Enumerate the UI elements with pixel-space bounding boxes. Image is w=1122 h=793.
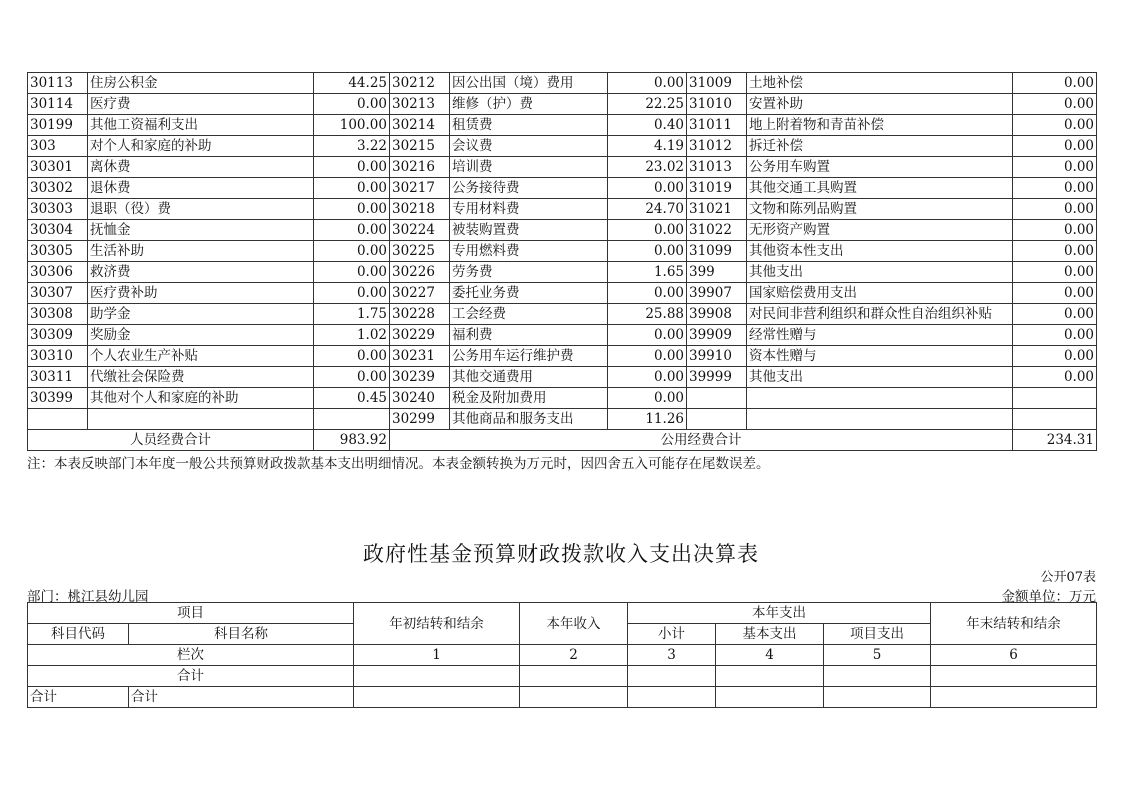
cell-code-b: 30231 [390, 346, 450, 367]
cell-code-b: 30239 [390, 367, 450, 388]
cell-name-a: 住房公积金 [88, 73, 314, 94]
cell-code-a: 30199 [28, 115, 88, 136]
cell-amount-a: 0.00 [314, 157, 390, 178]
cell-amount-a: 0.00 [314, 241, 390, 262]
total-cell [716, 666, 824, 687]
cell-name-c: 对民间非营利组织和群众性自治组织补贴 [747, 304, 1013, 325]
cell-name-b: 劳务费 [450, 262, 608, 283]
cell-amount-a: 1.02 [314, 325, 390, 346]
cell-code-c [687, 388, 747, 409]
cell-code-c: 31099 [687, 241, 747, 262]
cell-amount-a [314, 409, 390, 430]
cell-code-a: 30301 [28, 157, 88, 178]
cell-amount-a: 100.00 [314, 115, 390, 136]
table-row [28, 388, 1097, 409]
cell-code-a: 30305 [28, 241, 88, 262]
cell-code-b: 30299 [390, 409, 450, 430]
cell-amount-b: 0.00 [608, 325, 687, 346]
cell-name-a: 医疗费 [88, 94, 314, 115]
public-total-value: 234.31 [1013, 430, 1097, 451]
header-basic: 基本支出 [716, 624, 824, 645]
cell-amount-a: 0.00 [314, 199, 390, 220]
header-end-balance: 年末结转和结余 [931, 603, 1097, 645]
cell-amount-a: 3.22 [314, 136, 390, 157]
cell-amount-c: 0.00 [1013, 346, 1097, 367]
cell-code-c: 31010 [687, 94, 747, 115]
header-subtotal: 小计 [628, 624, 716, 645]
table-body [28, 73, 1097, 430]
cell-name-b: 其他交通费用 [450, 367, 608, 388]
cell-code-a: 30302 [28, 178, 88, 199]
cell-name-a: 助学金 [88, 304, 314, 325]
table-row [28, 157, 1097, 178]
total-cell [520, 666, 628, 687]
cell-amount-c: 0.00 [1013, 94, 1097, 115]
cell-amount-b: 24.70 [608, 199, 687, 220]
cell-code-a: 30307 [28, 283, 88, 304]
cell-name-a: 退职（役）费 [88, 199, 314, 220]
cell-code-c: 31021 [687, 199, 747, 220]
cell-code-b: 30217 [390, 178, 450, 199]
cell-code-a [28, 409, 88, 430]
total-code: 合计 [28, 687, 129, 708]
cell-code-a: 30114 [28, 94, 88, 115]
cell-amount-b: 1.65 [608, 262, 687, 283]
cell-code-a: 30311 [28, 367, 88, 388]
table-row [28, 367, 1097, 388]
column-2: 2 [520, 645, 628, 666]
total-cell [716, 687, 824, 708]
cell-code-c: 39999 [687, 367, 747, 388]
cell-amount-b: 25.88 [608, 304, 687, 325]
table-row [28, 262, 1097, 283]
cell-amount-c: 0.00 [1013, 241, 1097, 262]
cell-name-b: 会议费 [450, 136, 608, 157]
cell-amount-c [1013, 409, 1097, 430]
total-row [28, 666, 1097, 687]
cell-code-a: 30308 [28, 304, 88, 325]
cell-name-b: 公务接待费 [450, 178, 608, 199]
basic-expense-detail-table [27, 72, 1097, 451]
cell-code-c: 31022 [687, 220, 747, 241]
total-cell [354, 666, 520, 687]
cell-code-a: 30303 [28, 199, 88, 220]
cell-code-b: 30213 [390, 94, 450, 115]
cell-code-b: 30218 [390, 199, 450, 220]
table-row [28, 199, 1097, 220]
header-begin-balance: 年初结转和结余 [354, 603, 520, 645]
cell-amount-b: 0.40 [608, 115, 687, 136]
cell-amount-b: 0.00 [608, 283, 687, 304]
cell-amount-b: 22.25 [608, 94, 687, 115]
header-row-1 [28, 603, 1097, 624]
cell-code-a: 303 [28, 136, 88, 157]
cell-amount-a: 0.00 [314, 94, 390, 115]
cell-amount-a: 1.75 [314, 304, 390, 325]
cell-amount-b: 0.00 [608, 367, 687, 388]
header-project: 项目支出 [824, 624, 931, 645]
cell-amount-c: 0.00 [1013, 220, 1097, 241]
cell-code-c: 399 [687, 262, 747, 283]
cell-name-a: 对个人和家庭的补助 [88, 136, 314, 157]
table-row [28, 346, 1097, 367]
cell-code-b: 30214 [390, 115, 450, 136]
table-row [28, 136, 1097, 157]
cell-amount-c: 0.00 [1013, 367, 1097, 388]
cell-name-c: 其他交通工具购置 [747, 178, 1013, 199]
cell-name-b: 维修（护）费 [450, 94, 608, 115]
cell-name-c [747, 409, 1013, 430]
cell-amount-c: 0.00 [1013, 178, 1097, 199]
cell-code-c: 39910 [687, 346, 747, 367]
table-row [28, 325, 1097, 346]
cell-code-a: 30310 [28, 346, 88, 367]
cell-code-b: 30228 [390, 304, 450, 325]
cell-amount-b: 0.00 [608, 220, 687, 241]
table-row [28, 220, 1097, 241]
cell-code-b: 30229 [390, 325, 450, 346]
total-cell [628, 666, 716, 687]
cell-name-c: 公务用车购置 [747, 157, 1013, 178]
cell-code-c: 31013 [687, 157, 747, 178]
total-label: 合计 [28, 666, 354, 687]
cell-name-c [747, 388, 1013, 409]
cell-amount-a: 44.25 [314, 73, 390, 94]
cell-amount-c: 0.00 [1013, 73, 1097, 94]
table-row [28, 115, 1097, 136]
column-3: 3 [628, 645, 716, 666]
cell-name-a: 抚恤金 [88, 220, 314, 241]
column-label: 栏次 [28, 645, 354, 666]
cell-name-b: 专用燃料费 [450, 241, 608, 262]
cell-amount-b: 0.00 [608, 241, 687, 262]
cell-amount-b: 11.26 [608, 409, 687, 430]
cell-name-a: 生活补助 [88, 241, 314, 262]
cell-amount-a: 0.00 [314, 220, 390, 241]
cell-name-b: 专用材料费 [450, 199, 608, 220]
table-row [28, 304, 1097, 325]
cell-amount-a: 0.00 [314, 346, 390, 367]
column-6: 6 [931, 645, 1097, 666]
cell-name-a: 个人农业生产补贴 [88, 346, 314, 367]
cell-name-c: 安置补助 [747, 94, 1013, 115]
cell-amount-b: 0.00 [608, 73, 687, 94]
cell-name-a: 奖励金 [88, 325, 314, 346]
department-label: 部门：桃江县幼儿园 [27, 589, 149, 605]
cell-name-c: 土地补偿 [747, 73, 1013, 94]
cell-code-b: 30227 [390, 283, 450, 304]
cell-name-a: 代缴社会保险费 [88, 367, 314, 388]
cell-code-c: 31011 [687, 115, 747, 136]
cell-code-a: 30304 [28, 220, 88, 241]
header-item: 项目 [28, 603, 354, 624]
total-name: 合计 [129, 687, 354, 708]
cell-name-a [88, 409, 314, 430]
cell-code-b: 30240 [390, 388, 450, 409]
total-cell [354, 687, 520, 708]
cell-code-b: 30224 [390, 220, 450, 241]
cell-amount-c: 0.00 [1013, 304, 1097, 325]
cell-amount-a: 0.00 [314, 367, 390, 388]
header-code: 科目代码 [28, 624, 129, 645]
cell-name-a: 其他对个人和家庭的补助 [88, 388, 314, 409]
cell-name-c: 其他资本性支出 [747, 241, 1013, 262]
table-row [28, 241, 1097, 262]
cell-amount-b: 23.02 [608, 157, 687, 178]
total-cell [824, 687, 931, 708]
fund-budget-table [27, 602, 1097, 708]
cell-code-a: 30306 [28, 262, 88, 283]
cell-name-c: 经常性赠与 [747, 325, 1013, 346]
cell-name-c: 拆迁补偿 [747, 136, 1013, 157]
cell-code-c: 31009 [687, 73, 747, 94]
cell-name-b: 福利费 [450, 325, 608, 346]
cell-amount-c: 0.00 [1013, 157, 1097, 178]
cell-amount-b: 0.00 [608, 346, 687, 367]
column-1: 1 [354, 645, 520, 666]
total-cell [931, 666, 1097, 687]
cell-code-c [687, 409, 747, 430]
cell-name-a: 医疗费补助 [88, 283, 314, 304]
column-4: 4 [716, 645, 824, 666]
cell-name-c: 地上附着物和青苗补偿 [747, 115, 1013, 136]
cell-name-b: 委托业务费 [450, 283, 608, 304]
cell-name-b: 其他商品和服务支出 [450, 409, 608, 430]
cell-code-b: 30212 [390, 73, 450, 94]
cell-amount-c: 0.00 [1013, 136, 1097, 157]
personnel-total-label: 人员经费合计 [28, 430, 314, 451]
column-number-row [28, 645, 1097, 666]
cell-amount-a: 0.00 [314, 178, 390, 199]
cell-amount-c: 0.00 [1013, 262, 1097, 283]
cell-amount-c: 0.00 [1013, 325, 1097, 346]
cell-name-c: 文物和陈列品购置 [747, 199, 1013, 220]
header-name: 科目名称 [129, 624, 354, 645]
cell-amount-b: 4.19 [608, 136, 687, 157]
cell-name-a: 离休费 [88, 157, 314, 178]
cell-name-c: 其他支出 [747, 262, 1013, 283]
cell-code-a: 30399 [28, 388, 88, 409]
total-cell [520, 687, 628, 708]
total-cell [931, 687, 1097, 708]
cell-amount-b: 0.00 [608, 388, 687, 409]
public-total-label: 公用经费合计 [390, 430, 1013, 451]
page-title: 政府性基金预算财政拨款收入支出决算表 [363, 542, 759, 566]
table-row [28, 409, 1097, 430]
table-row [28, 178, 1097, 199]
cell-code-c: 39909 [687, 325, 747, 346]
cell-amount-a: 0.45 [314, 388, 390, 409]
cell-name-a: 其他工资福利支出 [88, 115, 314, 136]
cell-name-a: 退休费 [88, 178, 314, 199]
cell-amount-a: 0.00 [314, 283, 390, 304]
cell-amount-c: 0.00 [1013, 115, 1097, 136]
header-income: 本年收入 [520, 603, 628, 645]
cell-name-b: 培训费 [450, 157, 608, 178]
table-row [28, 283, 1097, 304]
cell-name-b: 租赁费 [450, 115, 608, 136]
cell-code-a: 30113 [28, 73, 88, 94]
cell-name-b: 税金及附加费用 [450, 388, 608, 409]
cell-name-c: 无形资产购置 [747, 220, 1013, 241]
cell-name-c: 资本性赠与 [747, 346, 1013, 367]
cell-amount-c: 0.00 [1013, 283, 1097, 304]
table-row [28, 94, 1097, 115]
cell-amount-b: 0.00 [608, 178, 687, 199]
column-5: 5 [824, 645, 931, 666]
cell-name-b: 工会经费 [450, 304, 608, 325]
total-row-2 [28, 687, 1097, 708]
cell-name-c: 其他支出 [747, 367, 1013, 388]
cell-code-c: 31019 [687, 178, 747, 199]
cell-name-b: 被装购置费 [450, 220, 608, 241]
totals-row [28, 430, 1097, 451]
cell-code-a: 30309 [28, 325, 88, 346]
amount-unit-label: 金额单位：万元 [1001, 589, 1096, 605]
cell-code-b: 30216 [390, 157, 450, 178]
total-cell [628, 687, 716, 708]
cell-code-c: 39908 [687, 304, 747, 325]
cell-amount-c [1013, 388, 1097, 409]
cell-amount-c: 0.00 [1013, 199, 1097, 220]
table-row [28, 73, 1097, 94]
header-expense: 本年支出 [628, 603, 931, 624]
cell-name-a: 救济费 [88, 262, 314, 283]
cell-name-b: 因公出国（境）费用 [450, 73, 608, 94]
cell-name-c: 国家赔偿费用支出 [747, 283, 1013, 304]
cell-name-b: 公务用车运行维护费 [450, 346, 608, 367]
cell-code-b: 30215 [390, 136, 450, 157]
cell-code-c: 31012 [687, 136, 747, 157]
cell-code-b: 30225 [390, 241, 450, 262]
total-cell [824, 666, 931, 687]
cell-code-c: 39907 [687, 283, 747, 304]
form-number: 公开07表 [1040, 570, 1096, 585]
personnel-total-value: 983.92 [314, 430, 390, 451]
cell-code-b: 30226 [390, 262, 450, 283]
cell-amount-a: 0.00 [314, 262, 390, 283]
table-note: 注：本表反映部门本年度一般公共预算财政拨款基本支出明细情况。本表金额转换为万元时，因四舍五入可能存在尾数误差。 [27, 456, 770, 472]
